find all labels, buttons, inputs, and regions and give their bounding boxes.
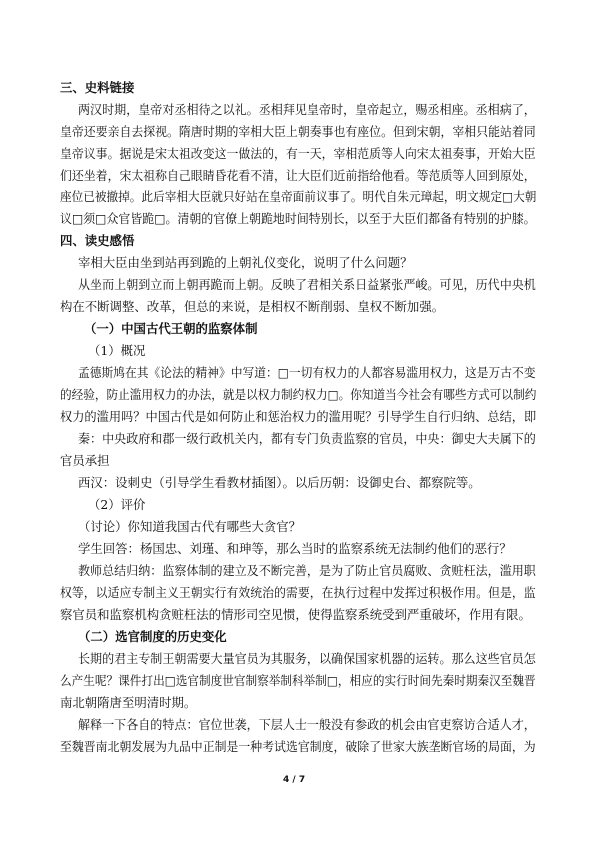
- text-line: 议□须□众官皆跪□。清朝的官僚上朝跪地时间特别长，以至于大臣们都备有特别的护膝。: [60, 211, 536, 226]
- text-line: 皇帝议事。据说是宋太祖改变这一做法的，有一天，宰相范质等人向宋太祖奏事，开始大臣: [60, 146, 536, 161]
- text-line: 西汉：设刺史（引导学生看教材插图）。以后历朝：设御史台、都察院等。: [78, 475, 481, 490]
- text-line: 皇帝还要亲自去探视。隋唐时期的宰相大臣上朝奏事也有座位。但到宋朝，宰相只能站着同: [60, 124, 536, 139]
- section-heading: （一）中国古代王朝的监察体制: [84, 321, 258, 336]
- text-line: 宰相大臣由坐到站再到跪的上朝礼仪变化，说明了什么问题？: [78, 255, 413, 270]
- text-line: 学生回答：杨国忠、刘瑾、和珅等，那么当时的监察系统无法制约他们的恶行？: [78, 541, 512, 556]
- page-number: 4 / 7: [283, 775, 306, 785]
- section-heading: 三、史料链接: [60, 80, 135, 95]
- text-line: 从坐而上朝到立而上朝再跪而上朝。反映了君相关系日益紧张严峻。可见，历代中央机: [78, 277, 536, 292]
- section-heading: （二）选官制度的历史变化: [78, 629, 227, 644]
- text-line: （1）概况: [88, 343, 146, 358]
- text-line: 长期的君主专制王朝需要大量官员为其服务，以确保国家机器的运转。那么这些官员怎: [78, 651, 536, 666]
- text-line: 孟德斯鸠在其《论法的精神》中写道：□一切有权力的人都容易滥用权力，这是万古不变: [78, 365, 536, 380]
- text-line: 们还坐着，宋太祖称自己眼睛昏花看不清，让大臣们近前指给他看。等范质等人回到原处，: [60, 168, 536, 183]
- text-line: 的经验，防止滥用权力的办法，就是以权力制约权力□。你知道当今社会有哪些方式可以制约: [60, 387, 537, 402]
- text-line: 南北朝隋唐至明清时期。: [60, 695, 197, 710]
- text-line: 座位已被撤掉。此后宰相大臣就只好站在皇帝面前议事了。明代自朱元璋起，明文规定□大朝: [60, 189, 537, 204]
- text-line: 构在不断调整、改革，但总的来说，是相权不断削弱、皇权不断加强。: [60, 299, 445, 314]
- text-line: 至魏晋南北朝发展为九品中正制是一种考试选官制度，破除了世家大族垄断官场的局面，为: [60, 739, 536, 754]
- section-heading: 四、读史感悟: [60, 233, 135, 248]
- text-line: 官员承担: [60, 453, 110, 468]
- text-line: （讨论）你知道我国古代有哪些大贪官？: [78, 519, 302, 534]
- text-line: 两汉时期，皇帝对丞相待之以礼。丞相拜见皇帝时，皇帝起立，赐丞相座。丞相病了，: [78, 102, 536, 117]
- text-line: 么产生呢？课件打出□选官制度世官制察举制科举制□，相应的实行时间先秦时期秦汉至魏晋: [60, 673, 536, 688]
- text-line: 秦：中央政府和郡一级行政机关内，都有专门负责监察的官员，中央：御史大夫属下的: [78, 431, 536, 446]
- text-line: 权等，以适应专制主义王朝实行有效统治的需要，在执行过程中发挥过积极作用。但是，监: [60, 585, 536, 600]
- text-line: 解释一下各自的特点：官位世袭，下层人士一般没有参政的机会由官吏察访合适人才，: [78, 717, 536, 732]
- text-line: 权力的滥用吗？中国古代是如何防止和惩治权力的滥用呢？引导学生自行归纳、总结，即: [60, 409, 537, 424]
- text-line: 察官员和监察机构贪赃枉法的情形司空见惯，使得监察系统受到严重破坏，作用有限。: [60, 607, 531, 622]
- text-line: 教师总结归纳：监察体制的建立及不断完善，是为了防止官员腐败、贪赃枉法，滥用职: [78, 563, 536, 578]
- text-line: （2）评价: [88, 497, 146, 512]
